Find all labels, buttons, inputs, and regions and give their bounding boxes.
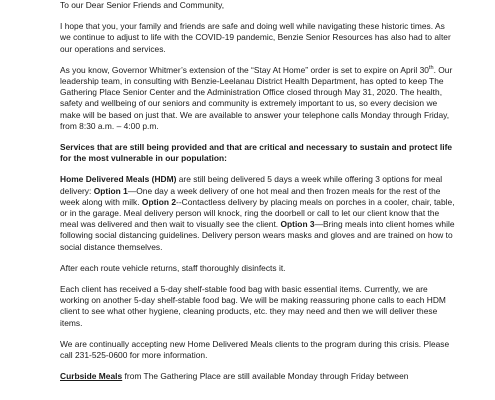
stay-home-paragraph bbox=[60, 65, 456, 132]
option-1-text: —One day a week delivery of one hot meal and then frozen meals for the rest of the week along with milk. bbox=[60, 185, 441, 207]
disinfect-paragraph: After each route vehicle returns, staff thoroughly disinfects it. bbox=[60, 262, 286, 273]
option-2-label: Option 2 bbox=[141, 196, 177, 207]
curbside-text: from The Gathering Place are still available Monday through Friday between bbox=[122, 371, 409, 382]
curbside-label: Curbside Meals bbox=[60, 371, 123, 382]
hdm-text: are still being delivered 5 days a week while offering 3 options for meal delivery: bbox=[60, 174, 443, 196]
letter-page bbox=[60, 0, 456, 382]
stay-home-superscript: th bbox=[428, 65, 434, 72]
option-1-label: Option 1 bbox=[93, 185, 128, 196]
intro-paragraph: I hope that you, your family and friends are safe and doing well while navigating these historic times. As we continue to adjust to life with the COVID-19 pandemic, Benzie Senior Resources has also had to alter our operations and services. bbox=[60, 21, 451, 54]
services-heading: Services that are still being provided and that are critical and necessary to sustain and protect life for the most vulnerable in our population: bbox=[60, 142, 453, 164]
curbside-paragraph bbox=[60, 371, 456, 382]
food-bag-paragraph: Each client has received a 5-day shelf-stable food bag with basic essential items. Currently, we are working on another 5-day shelf-stable food bag. We will be making reassuring phone calls to each HDM client to see what other hygiene, cleaning products, etc. they may need and then we will deliver these items. bbox=[60, 284, 446, 328]
option-3-label: Option 3 bbox=[280, 219, 315, 230]
hdm-paragraph bbox=[60, 174, 456, 252]
option-3-text: —Bring meals into client homes while following social distancing guidelines. Delivery person wears masks and gloves and are trained on how to social distance themselves. bbox=[60, 219, 455, 252]
accepting-paragraph: We are continually accepting new Home Delivered Meals clients to the program during this crisis. Please call 231-525-0600 for more information. bbox=[60, 338, 450, 361]
option-2-text: --Contactless delivery by placing meals on porches in a cooler, chair, table, or in the garage. Meal delivery person will knock, ring the doorbell or call to let our client know that the meal was delivered and then wait to visually see the client. bbox=[60, 196, 455, 230]
hdm-label: Home Delivered Meals (HDM) bbox=[60, 174, 177, 185]
stay-home-text-2: . Our leadership team, in consulting with Benzie-Leelanau District Health Department, has opted to keep The Gathering Place Senior Center and the Administration Office closed through May 31, 2020. The health, safety and wellbeing of our seniors and community is extremely important to us, so every decision we make will be based on just that. We are available to answer your telephone calls Monday through Friday, from 8:30 a.m. – 4:00 p.m. bbox=[60, 64, 453, 131]
greeting: To our Dear Senior Friends and Community, bbox=[60, 0, 225, 10]
stay-home-text-1: As you know, Governor Whitmer’s extension of the “Stay At Home” order is set to expire on April 30 bbox=[60, 64, 429, 75]
